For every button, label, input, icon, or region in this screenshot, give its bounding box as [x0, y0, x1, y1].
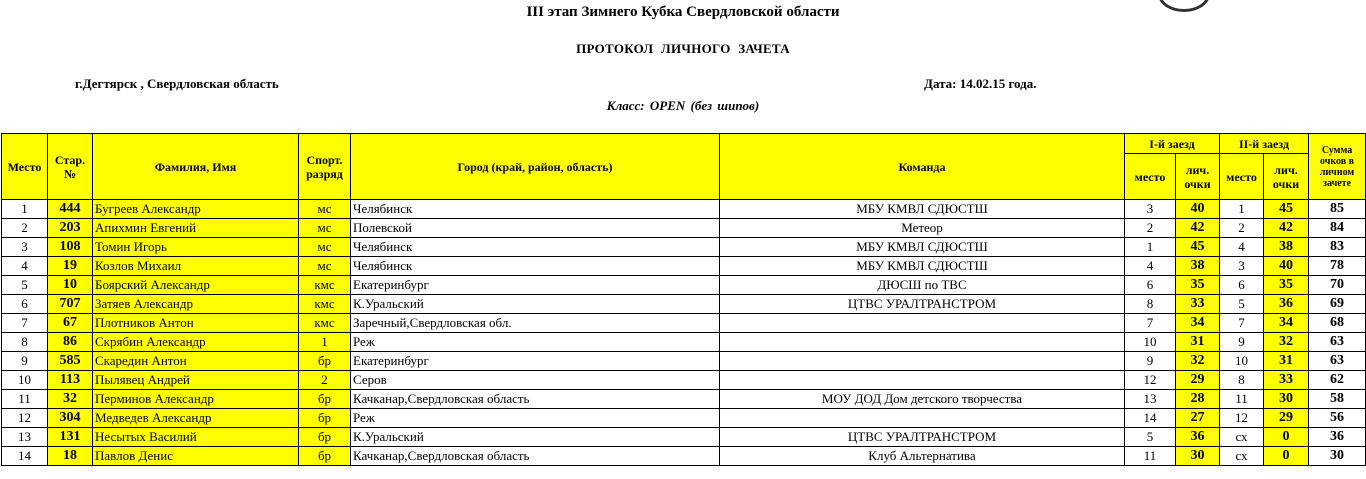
cell-race2-points: 32: [1264, 333, 1309, 352]
cell-total: 56: [1309, 409, 1366, 428]
cell-team: [720, 352, 1125, 371]
col-race1: I-й заезд: [1125, 134, 1220, 154]
cell-race1-place: 13: [1125, 390, 1176, 409]
cell-city: К.Уральский: [351, 295, 720, 314]
table-row: [2, 200, 1366, 219]
cell-team: [720, 409, 1125, 428]
table-row: [2, 447, 1366, 466]
cell-place: 4: [2, 257, 48, 276]
cell-race2-place: сх: [1220, 447, 1264, 466]
cell-total: 30: [1309, 447, 1366, 466]
cell-race2-points: 35: [1264, 276, 1309, 295]
cell-race2-place: 6: [1220, 276, 1264, 295]
col-start-no: Стар. №: [48, 134, 93, 200]
cell-race1-place: 4: [1125, 257, 1176, 276]
cell-race1-points: 38: [1176, 257, 1220, 276]
cell-start-no: 444: [48, 200, 93, 219]
cell-start-no: 108: [48, 238, 93, 257]
cell-race2-points: 45: [1264, 200, 1309, 219]
cell-rank: бр: [299, 352, 351, 371]
cell-rank: мс: [299, 238, 351, 257]
cell-place: 3: [2, 238, 48, 257]
cell-rank: 1: [299, 333, 351, 352]
cell-city: Челябинск: [351, 257, 720, 276]
cell-race1-points: 33: [1176, 295, 1220, 314]
event-class: Класс: OPEN (без шипов): [606, 98, 760, 113]
col-race2-points: лич. очки: [1264, 154, 1309, 200]
cell-city: Екатеринбург: [351, 276, 720, 295]
cell-name: Затяев Александр: [93, 295, 299, 314]
cell-city: Реж: [351, 333, 720, 352]
cell-start-no: 707: [48, 295, 93, 314]
cell-city: Заречный,Свердловская обл.: [351, 314, 720, 333]
cell-race2-place: 3: [1220, 257, 1264, 276]
cell-race2-points: 29: [1264, 409, 1309, 428]
cell-race1-place: 12: [1125, 371, 1176, 390]
cell-rank: кмс: [299, 276, 351, 295]
cell-total: 63: [1309, 352, 1366, 371]
cell-name: Перминов Александр: [93, 390, 299, 409]
cell-race2-place: 10: [1220, 352, 1264, 371]
cell-place: 2: [2, 219, 48, 238]
cell-place: 13: [2, 428, 48, 447]
col-place: Место: [2, 134, 48, 200]
cell-race2-place: 12: [1220, 409, 1264, 428]
cell-rank: мс: [299, 257, 351, 276]
cell-name: Пылявец Андрей: [93, 371, 299, 390]
cell-total: 36: [1309, 428, 1366, 447]
cell-race1-points: 27: [1176, 409, 1220, 428]
results-table: [1, 133, 1366, 466]
cell-team: Метеор: [720, 219, 1125, 238]
cell-start-no: 10: [48, 276, 93, 295]
cell-rank: мс: [299, 200, 351, 219]
cell-rank: мс: [299, 219, 351, 238]
cell-team: Клуб Альтернатива: [720, 447, 1125, 466]
table-row: [2, 238, 1366, 257]
cell-race2-place: 1: [1220, 200, 1264, 219]
cell-team: ЦТВС УРАЛТРАНСТРОМ: [720, 295, 1125, 314]
cell-race1-points: 35: [1176, 276, 1220, 295]
cell-race1-points: 45: [1176, 238, 1220, 257]
cell-name: Скаредин Антон: [93, 352, 299, 371]
cell-name: Боярский Александр: [93, 276, 299, 295]
cell-race1-points: 34: [1176, 314, 1220, 333]
page-title: III этап Зимнего Кубка Свердловской области: [526, 4, 840, 20]
cell-place: 14: [2, 447, 48, 466]
cell-name: Медведев Александр: [93, 409, 299, 428]
cell-city: Челябинск: [351, 238, 720, 257]
cell-place: 8: [2, 333, 48, 352]
table-row: [2, 371, 1366, 390]
cell-total: 78: [1309, 257, 1366, 276]
cell-name: Козлов Михаил: [93, 257, 299, 276]
cell-total: 70: [1309, 276, 1366, 295]
cell-race1-points: 31: [1176, 333, 1220, 352]
cell-total: 84: [1309, 219, 1366, 238]
cell-race2-points: 0: [1264, 428, 1309, 447]
cell-name: Павлов Денис: [93, 447, 299, 466]
cell-rank: бр: [299, 409, 351, 428]
cell-race2-points: 0: [1264, 447, 1309, 466]
cell-name: Апихмин Евгений: [93, 219, 299, 238]
cell-race1-place: 5: [1125, 428, 1176, 447]
cell-race1-place: 6: [1125, 276, 1176, 295]
cell-race1-place: 10: [1125, 333, 1176, 352]
cell-team: ДЮСШ по ТВС: [720, 276, 1125, 295]
cell-city: Качканар,Свердловская область: [351, 447, 720, 466]
cell-rank: бр: [299, 428, 351, 447]
cell-team: МБУ КМВЛ СДЮСТШ: [720, 200, 1125, 219]
event-location: г.Дегтярск , Свердловская область: [75, 76, 279, 91]
cell-race1-place: 2: [1125, 219, 1176, 238]
cell-name: Томин Игорь: [93, 238, 299, 257]
cell-race2-points: 42: [1264, 219, 1309, 238]
protocol-subtitle: ПРОТОКОЛ ЛИЧНОГО ЗАЧЕТА: [576, 41, 790, 56]
cell-team: [720, 333, 1125, 352]
cell-race1-points: 28: [1176, 390, 1220, 409]
cell-team: [720, 314, 1125, 333]
cell-race1-place: 7: [1125, 314, 1176, 333]
cell-race1-place: 3: [1125, 200, 1176, 219]
cell-race2-place: 4: [1220, 238, 1264, 257]
cell-total: 85: [1309, 200, 1366, 219]
cell-race2-points: 34: [1264, 314, 1309, 333]
cell-team: МБУ КМВЛ СДЮСТШ: [720, 238, 1125, 257]
cell-race1-points: 32: [1176, 352, 1220, 371]
cell-race1-place: 1: [1125, 238, 1176, 257]
cell-race1-points: 36: [1176, 428, 1220, 447]
table-row: [2, 314, 1366, 333]
cell-race1-place: 9: [1125, 352, 1176, 371]
cell-total: 69: [1309, 295, 1366, 314]
cell-city: Челябинск: [351, 200, 720, 219]
table-row: [2, 295, 1366, 314]
event-date: Дата: 14.02.15 года.: [924, 76, 1037, 91]
cell-race2-place: 5: [1220, 295, 1264, 314]
cell-city: К.Уральский: [351, 428, 720, 447]
cell-place: 12: [2, 409, 48, 428]
col-city: Город (край, район, область): [351, 134, 720, 200]
col-total: Сумма очков в личном зачете: [1309, 134, 1366, 200]
table-row: [2, 428, 1366, 447]
cell-race2-points: 40: [1264, 257, 1309, 276]
cell-city: Полевской: [351, 219, 720, 238]
cell-rank: 2: [299, 371, 351, 390]
cell-place: 5: [2, 276, 48, 295]
cell-race2-points: 36: [1264, 295, 1309, 314]
cell-rank: кмс: [299, 314, 351, 333]
table-row: [2, 276, 1366, 295]
cell-race1-place: 11: [1125, 447, 1176, 466]
cell-start-no: 304: [48, 409, 93, 428]
cell-race2-points: 38: [1264, 238, 1309, 257]
cell-total: 58: [1309, 390, 1366, 409]
cell-race2-points: 30: [1264, 390, 1309, 409]
cell-place: 1: [2, 200, 48, 219]
cell-race2-place: 11: [1220, 390, 1264, 409]
table-row: [2, 257, 1366, 276]
cell-start-no: 32: [48, 390, 93, 409]
cell-start-no: 67: [48, 314, 93, 333]
cell-race1-points: 30: [1176, 447, 1220, 466]
cell-race2-points: 31: [1264, 352, 1309, 371]
col-rank: Спорт. разряд: [299, 134, 351, 200]
cell-start-no: 86: [48, 333, 93, 352]
cell-race2-place: 7: [1220, 314, 1264, 333]
cell-place: 10: [2, 371, 48, 390]
table-row: [2, 333, 1366, 352]
table-row: [2, 390, 1366, 409]
cell-place: 7: [2, 314, 48, 333]
cell-team: МБУ КМВЛ СДЮСТШ: [720, 257, 1125, 276]
col-team: Команда: [720, 134, 1125, 200]
cell-team: ЦТВС УРАЛТРАНСТРОМ: [720, 428, 1125, 447]
cell-city: Серов: [351, 371, 720, 390]
table-row: [2, 352, 1366, 371]
cell-total: 83: [1309, 238, 1366, 257]
col-name: Фамилия, Имя: [93, 134, 299, 200]
cell-start-no: 203: [48, 219, 93, 238]
cell-race1-points: 29: [1176, 371, 1220, 390]
cell-rank: бр: [299, 447, 351, 466]
cell-name: Скрябин Александр: [93, 333, 299, 352]
cell-place: 9: [2, 352, 48, 371]
cell-start-no: 18: [48, 447, 93, 466]
cell-rank: бр: [299, 390, 351, 409]
cell-race1-place: 8: [1125, 295, 1176, 314]
cell-race2-place: сх: [1220, 428, 1264, 447]
cell-race2-place: 8: [1220, 371, 1264, 390]
cell-rank: кмс: [299, 295, 351, 314]
cell-place: 11: [2, 390, 48, 409]
table-row: [2, 219, 1366, 238]
cell-total: 63: [1309, 333, 1366, 352]
cell-team: [720, 371, 1125, 390]
table-row: [2, 409, 1366, 428]
col-race1-place: место: [1125, 154, 1176, 200]
cell-race2-place: 2: [1220, 219, 1264, 238]
cell-name: Несытых Василий: [93, 428, 299, 447]
cell-place: 6: [2, 295, 48, 314]
cell-name: Бугреев Александр: [93, 200, 299, 219]
col-race2: II-й заезд: [1220, 134, 1309, 154]
cell-start-no: 131: [48, 428, 93, 447]
cell-total: 68: [1309, 314, 1366, 333]
cell-race2-place: 9: [1220, 333, 1264, 352]
cell-start-no: 19: [48, 257, 93, 276]
cell-city: Екатеринбург: [351, 352, 720, 371]
cell-start-no: 585: [48, 352, 93, 371]
cell-race1-place: 14: [1125, 409, 1176, 428]
cell-city: Реж: [351, 409, 720, 428]
cell-name: Плотников Антон: [93, 314, 299, 333]
cell-race1-points: 40: [1176, 200, 1220, 219]
col-race2-place: место: [1220, 154, 1264, 200]
cell-race2-points: 33: [1264, 371, 1309, 390]
cell-team: МОУ ДОД Дом детского творчества: [720, 390, 1125, 409]
cell-start-no: 113: [48, 371, 93, 390]
cell-total: 62: [1309, 371, 1366, 390]
col-race1-points: лич. очки: [1176, 154, 1220, 200]
cell-city: Качканар,Свердловская область: [351, 390, 720, 409]
cell-race1-points: 42: [1176, 219, 1220, 238]
